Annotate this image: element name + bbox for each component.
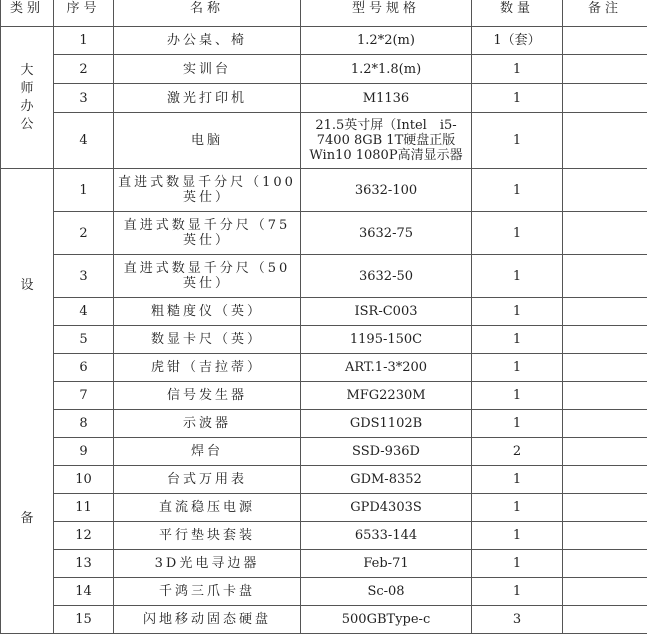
table-row bbox=[1, 578, 647, 606]
row-name: 台式万用表 bbox=[114, 466, 301, 494]
table-row bbox=[1, 27, 647, 55]
row-name: 信号发生器 bbox=[114, 382, 301, 410]
table-row bbox=[1, 212, 647, 255]
row-quantity: 1 bbox=[472, 410, 563, 438]
header-category: 类别 bbox=[1, 0, 54, 27]
row-quantity: 3 bbox=[472, 606, 563, 634]
row-note bbox=[563, 212, 647, 255]
table-body bbox=[1, 27, 647, 634]
row-index: 7 bbox=[54, 382, 114, 410]
category-office bbox=[1, 27, 54, 169]
row-quantity: 1 bbox=[472, 113, 563, 169]
row-index: 8 bbox=[54, 410, 114, 438]
row-quantity: 1 bbox=[472, 578, 563, 606]
row-note bbox=[563, 494, 647, 522]
row-name: 直进式数显千分尺（100英仕） bbox=[114, 169, 301, 212]
row-quantity: 1 bbox=[472, 354, 563, 382]
row-index: 9 bbox=[54, 438, 114, 466]
row-spec: GDS1102B bbox=[301, 410, 472, 438]
row-spec: 3632-50 bbox=[301, 255, 472, 298]
row-spec: Feb-71 bbox=[301, 550, 472, 578]
category-office-label bbox=[20, 62, 34, 134]
row-index: 4 bbox=[54, 298, 114, 326]
row-spec: Sc-08 bbox=[301, 578, 472, 606]
row-note bbox=[563, 438, 647, 466]
row-quantity: 1 bbox=[472, 55, 563, 84]
row-note bbox=[563, 113, 647, 169]
row-note bbox=[563, 550, 647, 578]
category-char: 办 bbox=[20, 98, 34, 114]
row-name: 粗糙度仪（英） bbox=[114, 298, 301, 326]
row-note bbox=[563, 606, 647, 634]
row-note bbox=[563, 27, 647, 55]
row-spec: 6533-144 bbox=[301, 522, 472, 550]
row-name: 实训台 bbox=[114, 55, 301, 84]
row-note bbox=[563, 578, 647, 606]
row-spec: 3632-100 bbox=[301, 169, 472, 212]
row-name: 3D光电寻边器 bbox=[114, 550, 301, 578]
row-quantity: 1 bbox=[472, 382, 563, 410]
row-index: 13 bbox=[54, 550, 114, 578]
row-spec: 1195-150C bbox=[301, 326, 472, 354]
table-row bbox=[1, 255, 647, 298]
row-quantity: 1 bbox=[472, 466, 563, 494]
row-note bbox=[563, 326, 647, 354]
row-name: 示波器 bbox=[114, 410, 301, 438]
row-note bbox=[563, 169, 647, 212]
row-index: 5 bbox=[54, 326, 114, 354]
row-quantity: 1 bbox=[472, 298, 563, 326]
row-spec: 3632-75 bbox=[301, 212, 472, 255]
row-spec: M1136 bbox=[301, 84, 472, 113]
row-spec: ART.1-3*200 bbox=[301, 354, 472, 382]
table-row bbox=[1, 298, 647, 326]
row-name: 激光打印机 bbox=[114, 84, 301, 113]
row-quantity: 1 bbox=[472, 326, 563, 354]
row-name: 直流稳压电源 bbox=[114, 494, 301, 522]
table-row bbox=[1, 606, 647, 634]
row-index: 6 bbox=[54, 354, 114, 382]
row-index: 15 bbox=[54, 606, 114, 634]
header-spec: 型号规格 bbox=[301, 0, 472, 27]
row-quantity: 1 bbox=[472, 255, 563, 298]
table-row bbox=[1, 354, 647, 382]
header-index: 序号 bbox=[54, 0, 114, 27]
table-row bbox=[1, 84, 647, 113]
row-name: 直进式数显千分尺（50英仕） bbox=[114, 255, 301, 298]
row-note bbox=[563, 382, 647, 410]
row-note bbox=[563, 55, 647, 84]
row-quantity: 1 bbox=[472, 494, 563, 522]
table-row bbox=[1, 410, 647, 438]
category-char: 师 bbox=[20, 80, 34, 96]
row-index: 14 bbox=[54, 578, 114, 606]
row-name: 千鸿三爪卡盘 bbox=[114, 578, 301, 606]
row-quantity: 2 bbox=[472, 438, 563, 466]
row-spec: 500GBType-c bbox=[301, 606, 472, 634]
table-row bbox=[1, 466, 647, 494]
row-index: 1 bbox=[54, 27, 114, 55]
row-note bbox=[563, 298, 647, 326]
row-index: 11 bbox=[54, 494, 114, 522]
table-row bbox=[1, 55, 647, 84]
row-quantity: 1 bbox=[472, 550, 563, 578]
header-quantity: 数量 bbox=[472, 0, 563, 27]
row-spec: ISR-C003 bbox=[301, 298, 472, 326]
row-spec: GDM-8352 bbox=[301, 466, 472, 494]
row-index: 2 bbox=[54, 212, 114, 255]
table-row bbox=[1, 382, 647, 410]
row-index: 3 bbox=[54, 84, 114, 113]
row-spec: 1.2*2(m) bbox=[301, 27, 472, 55]
table-row bbox=[1, 522, 647, 550]
row-quantity: 1 bbox=[472, 212, 563, 255]
row-note bbox=[563, 84, 647, 113]
row-name: 电脑 bbox=[114, 113, 301, 169]
category-char: 公 bbox=[20, 116, 34, 132]
table-row bbox=[1, 113, 647, 169]
row-name: 虎钳（吉拉蒂） bbox=[114, 354, 301, 382]
table-row bbox=[1, 326, 647, 354]
category-char: 大 bbox=[20, 62, 34, 78]
header-note: 备注 bbox=[563, 0, 647, 27]
row-quantity: 1 bbox=[472, 169, 563, 212]
row-name: 办公桌、椅 bbox=[114, 27, 301, 55]
table-row bbox=[1, 169, 647, 212]
row-spec: 21.5英寸屏（Intel i5-7400 8GB 1T硬盘正版Win10 1080P高清显示器 bbox=[301, 113, 472, 169]
table-row bbox=[1, 550, 647, 578]
row-index: 2 bbox=[54, 55, 114, 84]
row-note bbox=[563, 255, 647, 298]
row-quantity: 1 bbox=[472, 522, 563, 550]
table-row bbox=[1, 438, 647, 466]
row-note bbox=[563, 354, 647, 382]
row-note bbox=[563, 466, 647, 494]
row-spec: MFG2230M bbox=[301, 382, 472, 410]
row-index: 12 bbox=[54, 522, 114, 550]
category-equipment-bottom: 备 bbox=[20, 511, 34, 526]
row-spec: SSD-936D bbox=[301, 438, 472, 466]
row-note bbox=[563, 410, 647, 438]
row-quantity: 1（套） bbox=[472, 27, 563, 55]
row-name: 直进式数显千分尺（75英仕） bbox=[114, 212, 301, 255]
row-index: 1 bbox=[54, 169, 114, 212]
row-name: 焊台 bbox=[114, 438, 301, 466]
row-index: 10 bbox=[54, 466, 114, 494]
row-name: 数显卡尺（英） bbox=[114, 326, 301, 354]
header-name: 名称 bbox=[114, 0, 301, 27]
row-index: 4 bbox=[54, 113, 114, 169]
category-equipment bbox=[1, 169, 54, 634]
row-name: 平行垫块套装 bbox=[114, 522, 301, 550]
category-equipment-top: 设 bbox=[20, 278, 34, 293]
row-note bbox=[563, 522, 647, 550]
row-spec: 1.2*1.8(m) bbox=[301, 55, 472, 84]
row-index: 3 bbox=[54, 255, 114, 298]
table-row bbox=[1, 494, 647, 522]
row-quantity: 1 bbox=[472, 84, 563, 113]
row-name: 闪地移动固态硬盘 bbox=[114, 606, 301, 634]
table-header-row bbox=[1, 0, 647, 27]
row-spec: GPD4303S bbox=[301, 494, 472, 522]
